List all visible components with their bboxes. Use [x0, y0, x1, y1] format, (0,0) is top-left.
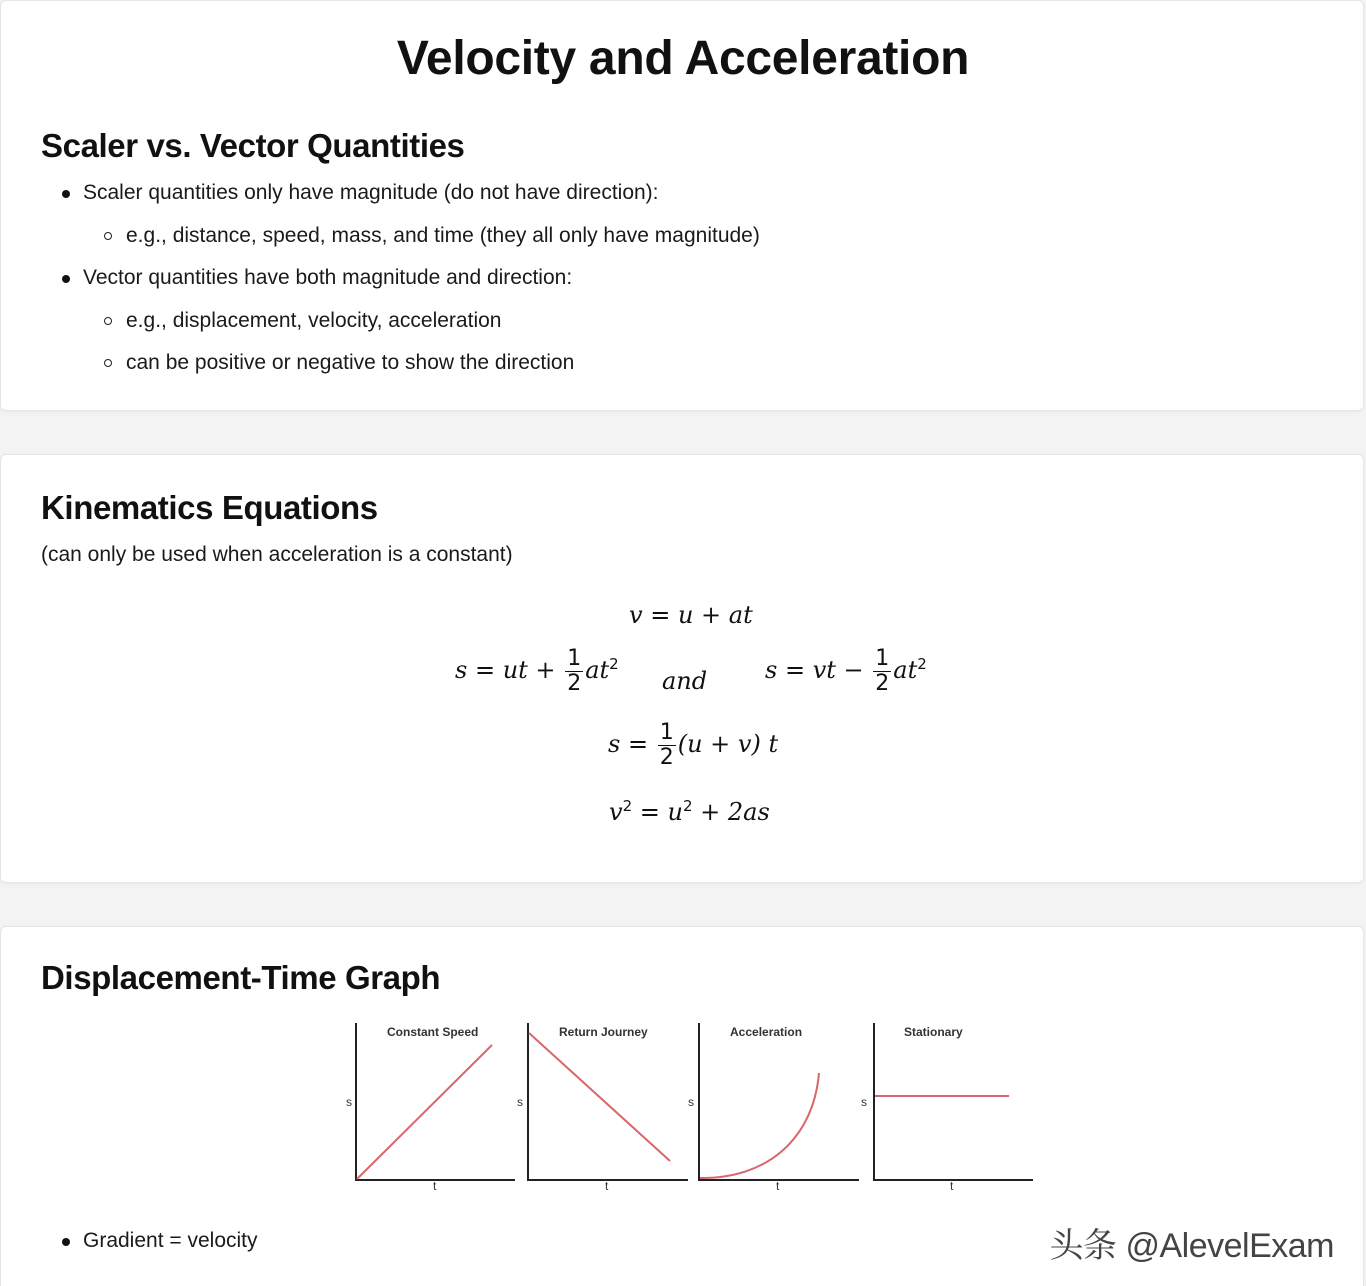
graph-title: Stationary [904, 1025, 963, 1039]
graph-x-label: t [950, 1179, 954, 1193]
equation-s-vt: s = vt − $\frac{1}{2}$ $at^2$ [765, 646, 927, 696]
gradient-velocity-note: Gradient = velocity [83, 1229, 258, 1252]
equation-s-average: s = $\frac{1}{2}$ (u + v) t [608, 720, 779, 770]
bullet-dot [62, 190, 70, 198]
equation-v-squared: $v^2 = u^2 + 2as$ [609, 797, 770, 826]
scalar-definition: Scaler quantities only have magnitude (do not have direction): [83, 181, 659, 204]
bullet-dot [62, 275, 70, 283]
graph-line [529, 1033, 670, 1161]
graph-y-label: s [517, 1095, 523, 1109]
graph-title: Acceleration [730, 1025, 803, 1039]
graph-line [357, 1045, 492, 1179]
scalar-vector-card [0, 0, 1364, 411]
graph-curve [700, 1073, 819, 1178]
equation-s-ut: s = ut + $\frac{1}{2}$ $at^2$ [455, 646, 619, 696]
graph-acceleration [685, 1021, 861, 1197]
page-title: Velocity and Acceleration [396, 32, 970, 85]
graph-y-label: s [346, 1095, 352, 1109]
equation-v-u-at: v = u + at [629, 601, 753, 629]
equation-and: and [662, 667, 708, 695]
sub-bullet-circle [104, 317, 112, 325]
graph-plot [514, 1021, 690, 1197]
graph-x-label: t [776, 1179, 780, 1193]
scalar-examples: e.g., distance, speed, mass, and time (they all only have magnitude) [126, 224, 760, 247]
section-title-displacement-time: Displacement-Time Graph [41, 959, 441, 996]
sub-bullet-circle [104, 359, 112, 367]
kinematics-note: (can only be used when acceleration is a constant) [41, 543, 513, 566]
sub-bullet-circle [104, 232, 112, 240]
graph-plot [343, 1021, 519, 1197]
graph-stationary [859, 1021, 1035, 1197]
graph-x-label: t [433, 1179, 437, 1193]
graph-y-label: s [688, 1095, 694, 1109]
graph-title: Return Journey [559, 1025, 648, 1039]
graph-x-label: t [605, 1179, 609, 1193]
graph-plot [685, 1021, 861, 1197]
graph-title: Constant Speed [387, 1025, 479, 1039]
graph-return-journey [514, 1021, 690, 1197]
section-title-kinematics: Kinematics Equations [41, 489, 378, 526]
vector-examples: e.g., displacement, velocity, acceleration [126, 309, 502, 332]
graph-plot [859, 1021, 1035, 1197]
graph-constant-speed [343, 1021, 519, 1197]
kinematics-card [0, 454, 1364, 883]
vector-sign-note: can be positive or negative to show the direction [126, 351, 575, 374]
watermark: 头条 @AlevelExam [1049, 1227, 1334, 1265]
section-title-scalar-vector: Scaler vs. Vector Quantities [41, 127, 465, 164]
graph-y-label: s [861, 1095, 867, 1109]
bullet-dot [62, 1238, 70, 1246]
vector-definition: Vector quantities have both magnitude and direction: [83, 266, 573, 289]
